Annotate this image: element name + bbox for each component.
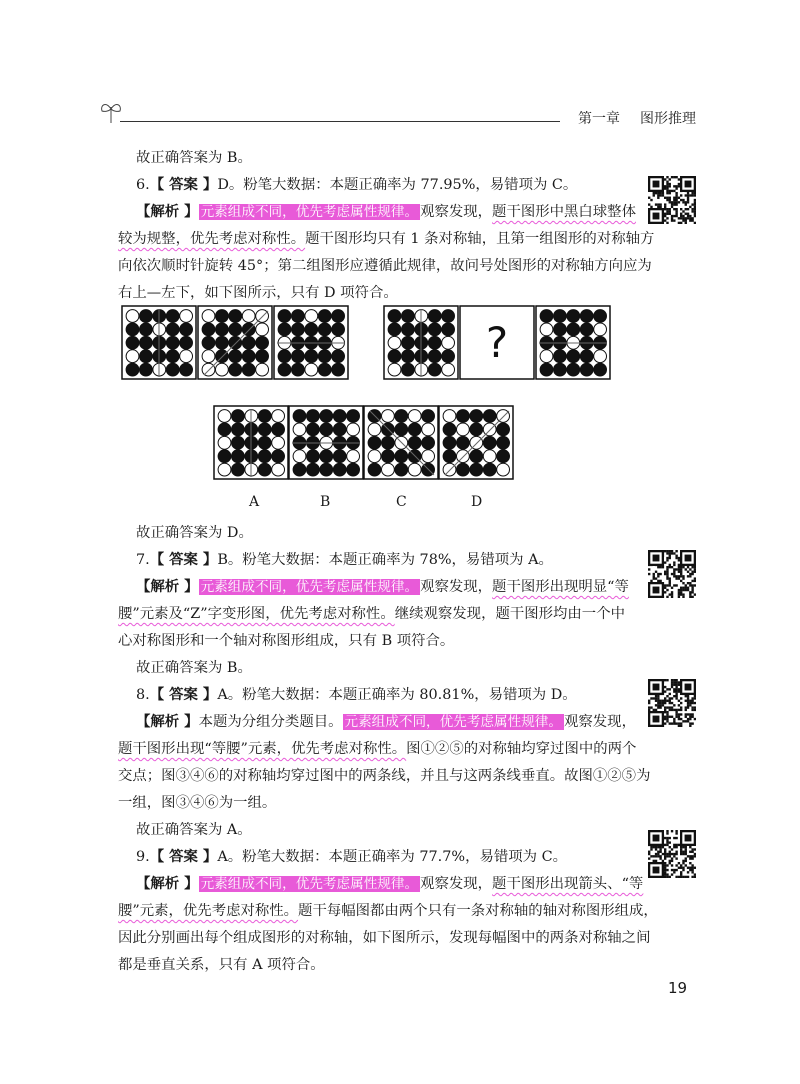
text-line: 故正确答案为 B。 [136,660,252,676]
analysis-line: 【解析 】 元素组成不同，优先考虑属性规律。 观察发现，题干图形出现箭头、“等 [136,876,644,892]
highlight: 元素组成不同，优先考虑属性规律。 [344,714,562,730]
figure-cell [122,306,196,379]
qr-code-icon[interactable] [648,830,696,878]
qr-code-icon[interactable] [648,176,696,224]
highlight: 元素组成不同，优先考虑属性规律。 [200,579,419,595]
text-line: 右上—左下，如下图所示，只有 D 项符合。 [118,285,398,301]
option-cell-a [214,406,288,479]
text-line: 故正确答案为 D。 [136,525,253,541]
answer-line-q7: 7.【 答案 】B。粉笔大数据：本题正确率为 78%，易错项为 A。 [136,552,553,568]
header-rule [120,121,560,122]
page-number: 19 [668,979,688,997]
answer-line-q9: 9.【 答案 】A。粉笔大数据：本题正确率为 77.7%，易错项为 C。 [136,849,568,865]
analysis-line: 【解析 】 元素组成不同，优先考虑属性规律。 观察发现，题干图形中黑白球整体 [136,204,636,220]
figure-cell [384,306,458,379]
qr-code-icon[interactable] [648,679,696,727]
question-mark: ? [485,318,509,367]
option-label-c: C [396,494,407,510]
text-line: 故正确答案为 A。 [136,822,252,838]
text-line: 交点；图③④⑥的对称轴均穿过图中的两条线，并且与这两条线垂直。故图①②⑤为 [118,768,651,784]
figure-options [212,405,516,481]
analysis-line: 【解析 】 元素组成不同，优先考虑属性规律。 观察发现，题干图形出现明显“等 [136,579,629,595]
analysis-line: 【解析 】本题为分组分类题目。 元素组成不同，优先考虑属性规律。 观察发现， [136,714,636,730]
option-label-b: B [320,494,331,510]
figure-cell [536,306,610,379]
text-line: 腰”元素及“Z”字变形图，优先考虑对称性。继续观察发现，题干图形均由一个中 [118,606,625,622]
figure-group-1 [120,305,350,381]
leaf-ornament-icon [96,97,126,127]
text-line: 都是垂直关系，只有 A 项符合。 [118,957,325,973]
text-line: 心对称图形和一个轴对称图形组成，只有 B 项符合。 [118,633,455,649]
text-line: 因此分别画出每个组成图形的对称轴，如下图所示，发现每幅图中的两条对称轴之间 [118,930,651,946]
figure-cell [198,306,272,379]
answer-line-q6: 6.【 答案 】D。粉笔大数据：本题正确率为 77.95%，易错项为 C。 [136,177,578,193]
answer-line-q8: 8.【 答案 】A。粉笔大数据：本题正确率为 80.81%，易错项为 D。 [136,687,577,703]
option-label-d: D [471,494,483,510]
option-cell-b [289,406,363,479]
running-header [578,108,708,128]
option-cell-c [364,406,438,479]
highlight: 元素组成不同，优先考虑属性规律。 [200,204,419,220]
text-line: 向依次顺时针旋转 45°；第二组图形应遵循此规律，故问号处图形的对称轴方向应为 [118,258,652,274]
figure-group-2 [382,305,612,381]
text-line: 较为规整，优先考虑对称性。题干图形均只有 1 条对称轴，且第一组图形的对称轴方 [118,231,655,247]
text-line: 题干图形出现“等腰”元素，优先考虑对称性。图①②⑤的对称轴均穿过图中的两个 [118,741,637,757]
option-label-a: A [249,494,260,510]
option-cell-d [439,406,513,479]
figure-cell [274,306,348,379]
text-line: 一组，图③④⑥为一组。 [118,795,277,811]
chapter-title: 图形推理 [640,111,696,127]
qr-code-icon[interactable] [648,550,696,598]
text-line: 腰”元素，优先考虑对称性。题干每幅图都由两个只有一条对称轴的轴对称图形组成， [118,903,658,919]
question-cell [460,306,534,379]
text-line: 故正确答案为 B。 [136,150,252,166]
highlight: 元素组成不同，优先考虑属性规律。 [200,876,419,892]
chapter-label: 第一章 [578,111,620,127]
